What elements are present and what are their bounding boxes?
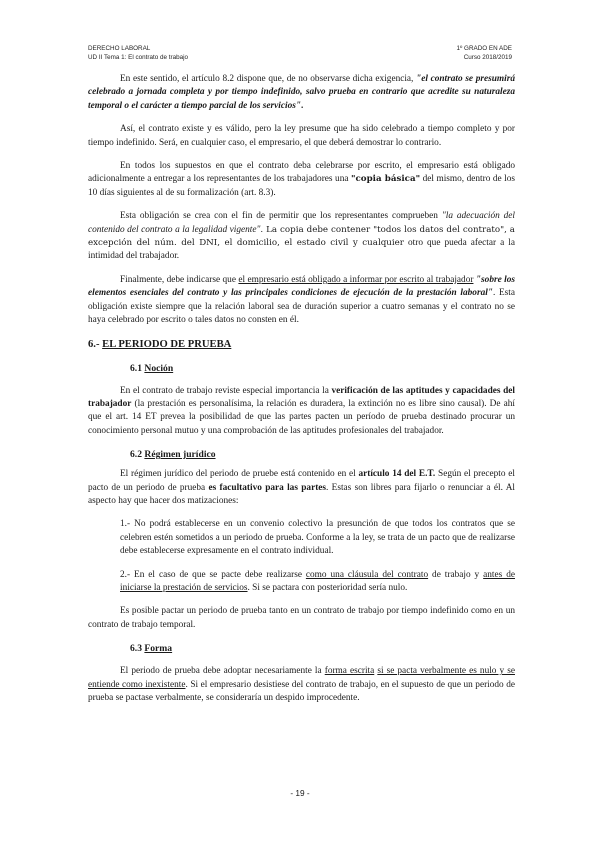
section-title-periodo-prueba: 6.- EL PERIODO DE PRUEBA [88, 338, 232, 350]
page-header-right [457, 44, 513, 62]
underlined-inform: el empresario está obligado a informar por escrito al trabajador [238, 274, 474, 285]
paragraph-regimen: El régimen jurídico del periodo de pruebe está contenido en el artículo 14 del E.T. Según el precepto el pacto de un periodo de prueba es facultativo para las partes. Estas son libres para fijarlo o renunciar a él. Al aspecto hay que hacer dos matizaciones: [88, 469, 515, 506]
document-body [88, 73, 515, 705]
quote-presumption: "el contrato se presumirá celebrado a jornada completa y por tiempo indefinido, salvo prueba en contrario que acredite su naturaleza temporal o el carácter a tiempo parcial de los servicios" [88, 74, 515, 111]
subsection-title-regimen: 6.2 Régimen jurídico [130, 449, 216, 461]
paragraph-forma: El periodo de prueba debe adoptar necesariamente la forma escrita si se pacta verbalmente es nulo y se entiende como inexistente. Si el empresario desistiese del contrato de trabajo, en el supuesto de que un periodo de prueba se pactase verbalmente, se consideraría un despido improcedente. [88, 666, 515, 703]
paragraph-art82: En este sentido, el artículo 8.2 dispone que, de no observarse dicha exigencia, "el contrato se presumirá celebrado a jornada completa y por tiempo indefinido, salvo prueba en contrario que acredite su naturaleza temporal o el carácter a tiempo parcial de los servicios". [88, 74, 515, 111]
page-header-left [88, 44, 188, 62]
paragraph-inform: Finalmente, debe indicarse que el empresario está obligado a informar por escrito al trabajador "sobre los elementos esenciales del contrato y las principales condiciones de ejecución de la prestación laboral". Esta obligación existe siempre que la relación laboral sea de duración superior a cuatro semanas y el contrato no se haya celebrado por escrito o tales datos no consten en él. [88, 274, 515, 326]
subsection-title-nocion: 6.1 Noción [130, 362, 174, 374]
paragraph-presumption: Así, el contrato existe y es válido, pero la ley presume que ha sido celebrado a tiempo completo y por tiempo indefinido. Será, en cualquier caso, el empresario, el que deberá demostrar lo contrario. [88, 124, 515, 148]
subsection-title-forma: 6.3 Forma [130, 643, 173, 655]
header-unit: UD II Tema 1: El contrato de trabajo [88, 54, 188, 61]
paragraph-obligation: Esta obligación se crea con el fin de permitir que los representantes comprueben "la adecuación del contenido del contrato a la legalidad vigente". La copia debe contener "todos los datos del contrato", a excepción del núm. del DNI, el domicilio, el estado civil y cualquier otro que pueda afectar a la intimidad del trabajador. [88, 211, 516, 262]
list-item-2: 2.- En el caso de que se pacte debe realizarse como una cláusula del contrato de trabajo y antes de iniciarse la prestación de servicios. Si se pactara con posterioridad sería nulo. [120, 569, 515, 593]
page-number: - 19 - [290, 788, 310, 798]
header-year: Curso 2018/2019 [463, 54, 512, 61]
paragraph-copia-basica: En todos los supuestos en que el contrato deba celebrarse por escrito, el empresario está obligado adicionalmente a entregar a los representantes de los trabajadores una "copia básica" del mismo, dentro de los 10 días siguientes al de su formalización (art. 8.3). [88, 161, 515, 198]
header-degree: 1º GRADO EN ADE [456, 45, 512, 52]
term-copia-basica: "copia básica" [350, 174, 421, 185]
list-item-1: 1.- No podrá establecerse en un convenio colectivo la presunción de que todos los contratos que se celebren estén sometidos a un periodo de prueba. Conforme a la ley, se trata de un pacto que de realizarse debe establecerse expresamente en el contrato individual. [120, 519, 515, 557]
paragraph-nocion: En el contrato de trabajo reviste especial importancia la verificación de las aptitudes y capacidades del trabajador (la prestación es personalísima, la relación es duradera, la extinción no es libre sino causal). De ahí que el art. 14 ET prevea la posibilidad de que las partes pacten un período de prueba destinado procurar un conocimiento personal mutuo y una comprobación de las aptitudes profesionales del trabajador. [88, 385, 515, 436]
paragraph-regimen-closing: Es posible pactar un periodo de prueba tanto en un contrato de trabajo por tiempo indefinido como en un contrato de trabajo temporal. [88, 606, 515, 630]
quote-legality: "la adecuación del contenido del contrato a la legalidad vigente" [88, 211, 516, 235]
header-course: DERECHO LABORAL [88, 45, 151, 52]
quote-essential-elements: "sobre los elementos esenciales del contrato y las principales condiciones de ejecución de la prestación laboral" [88, 274, 515, 299]
